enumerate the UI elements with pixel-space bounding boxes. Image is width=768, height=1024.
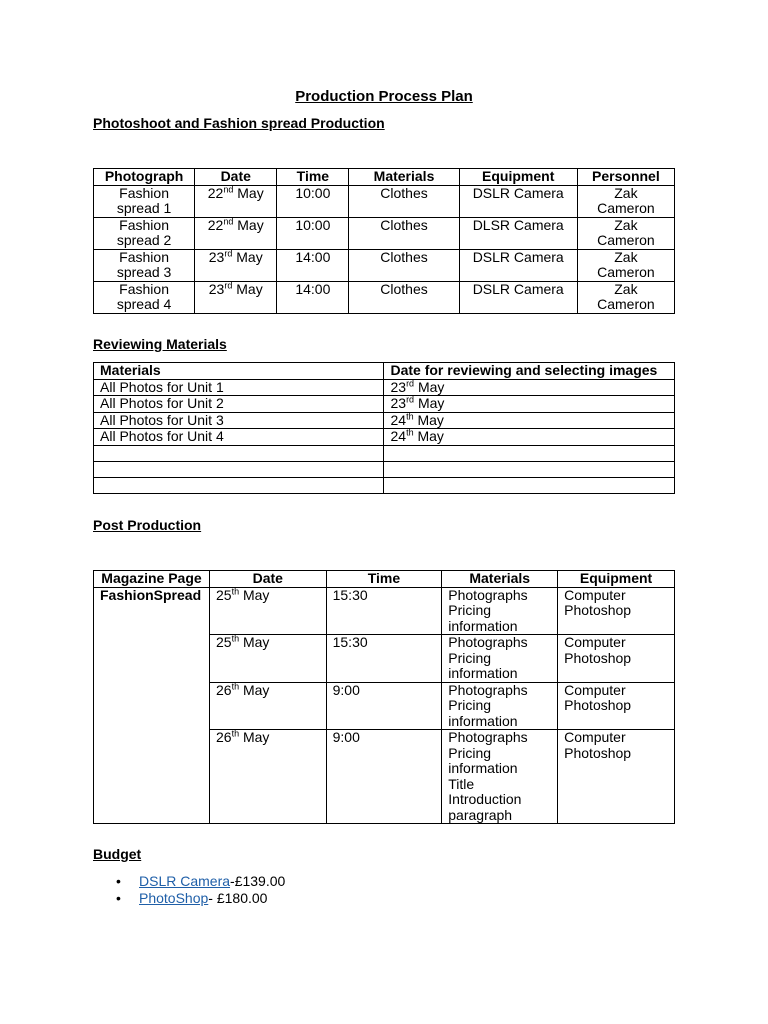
date-cell: 26th May — [209, 682, 326, 730]
table-row — [94, 249, 675, 281]
budget-list — [116, 873, 285, 907]
review-date-cell: 23rd May — [384, 396, 675, 413]
list-item — [116, 873, 285, 890]
budget-amount: - £180.00 — [208, 890, 268, 906]
column-header: Materials — [94, 363, 384, 380]
section-heading-post-production: Post Production — [93, 517, 202, 533]
section-heading-reviewing: Reviewing Materials — [93, 336, 227, 352]
materials-cell: Clothes — [349, 249, 459, 281]
time-cell: 9:00 — [326, 682, 442, 730]
photograph-cell: Fashion spread 4 — [94, 281, 195, 313]
empty-cell — [384, 445, 675, 461]
material-cell: All Photos for Unit 3 — [94, 412, 384, 429]
table-row — [94, 429, 675, 446]
photograph-cell: Fashion spread 1 — [94, 185, 195, 217]
equipment-cell: DLSR Camera — [459, 217, 577, 249]
column-header: Date for reviewing and selecting images — [384, 363, 675, 380]
time-cell: 15:30 — [326, 635, 442, 683]
budget-amount: -£139.00 — [230, 873, 286, 889]
column-header: Materials — [442, 571, 558, 588]
table-row — [94, 396, 675, 413]
equipment-cell: DSLR Camera — [459, 249, 577, 281]
table-row — [94, 412, 675, 429]
personnel-cell: Zak Cameron — [577, 217, 674, 249]
equipment-cell: Computer Photoshop — [558, 635, 675, 683]
magazine-page-cell: FashionSpread — [94, 587, 210, 824]
section-heading-photoshoot: Photoshoot and Fashion spread Production — [93, 115, 385, 131]
time-cell: 9:00 — [326, 730, 442, 824]
table-row — [94, 587, 675, 635]
post-production-table — [93, 570, 675, 824]
time-cell: 14:00 — [277, 281, 349, 313]
personnel-cell: Zak Cameron — [577, 249, 674, 281]
review-date-cell: 24th May — [384, 412, 675, 429]
column-header: Materials — [349, 169, 459, 186]
column-header: Personnel — [577, 169, 674, 186]
page-title: Production Process Plan — [295, 88, 473, 105]
equipment-cell: Computer Photoshop — [558, 682, 675, 730]
table-row — [94, 217, 675, 249]
date-cell: 23rd May — [195, 249, 277, 281]
date-cell: 25th May — [209, 587, 326, 635]
date-cell: 22nd May — [195, 185, 277, 217]
review-table — [93, 362, 675, 494]
bullet-icon: • — [116, 873, 121, 889]
photoshop-link[interactable]: PhotoShop — [139, 890, 209, 906]
column-header: Time — [277, 169, 349, 186]
equipment-cell: Computer Photoshop — [558, 587, 675, 635]
date-cell: 22nd May — [195, 217, 277, 249]
empty-cell — [384, 477, 675, 493]
column-header: Equipment — [459, 169, 577, 186]
photograph-cell: Fashion spread 3 — [94, 249, 195, 281]
column-header: Photograph — [94, 169, 195, 186]
date-cell: 23rd May — [195, 281, 277, 313]
equipment-cell: DSLR Camera — [459, 281, 577, 313]
materials-cell: Photographs Pricing information — [442, 635, 558, 683]
materials-cell: Clothes — [349, 217, 459, 249]
materials-cell: Clothes — [349, 281, 459, 313]
date-cell: 26th May — [209, 730, 326, 824]
photograph-cell: Fashion spread 2 — [94, 217, 195, 249]
dslr-camera-link[interactable]: DSLR Camera — [139, 873, 231, 889]
empty-cell — [384, 461, 675, 477]
column-header: Date — [195, 169, 277, 186]
column-header: Date — [209, 571, 326, 588]
column-header: Magazine Page — [94, 571, 210, 588]
date-cell: 25th May — [209, 635, 326, 683]
photoshoot-table — [93, 168, 675, 314]
time-cell: 10:00 — [277, 217, 349, 249]
column-header: Equipment — [558, 571, 675, 588]
time-cell: 14:00 — [277, 249, 349, 281]
table-header-row — [94, 169, 675, 186]
list-item — [116, 890, 285, 907]
empty-cell — [94, 461, 384, 477]
personnel-cell: Zak Cameron — [577, 281, 674, 313]
table-row — [94, 379, 675, 396]
personnel-cell: Zak Cameron — [577, 185, 674, 217]
time-cell: 15:30 — [326, 587, 442, 635]
materials-cell: Photographs Pricing information — [442, 587, 558, 635]
table-row — [94, 281, 675, 313]
time-cell: 10:00 — [277, 185, 349, 217]
column-header: Time — [326, 571, 442, 588]
review-date-cell: 24th May — [384, 429, 675, 446]
bullet-icon: • — [116, 890, 121, 906]
equipment-cell: Computer Photoshop — [558, 730, 675, 824]
empty-table-row — [94, 461, 675, 477]
materials-cell: Clothes — [349, 185, 459, 217]
section-heading-budget: Budget — [93, 846, 142, 862]
material-cell: All Photos for Unit 2 — [94, 396, 384, 413]
materials-cell: Photographs Pricing information — [442, 682, 558, 730]
table-header-row — [94, 571, 675, 588]
material-cell: All Photos for Unit 1 — [94, 379, 384, 396]
empty-cell — [94, 477, 384, 493]
empty-table-row — [94, 477, 675, 493]
empty-cell — [94, 445, 384, 461]
material-cell: All Photos for Unit 4 — [94, 429, 384, 446]
review-date-cell: 23rd May — [384, 379, 675, 396]
materials-cell: Photographs Pricing information Title Introduction paragraph — [442, 730, 558, 824]
table-row — [94, 185, 675, 217]
equipment-cell: DSLR Camera — [459, 185, 577, 217]
empty-table-row — [94, 445, 675, 461]
table-header-row — [94, 363, 675, 380]
